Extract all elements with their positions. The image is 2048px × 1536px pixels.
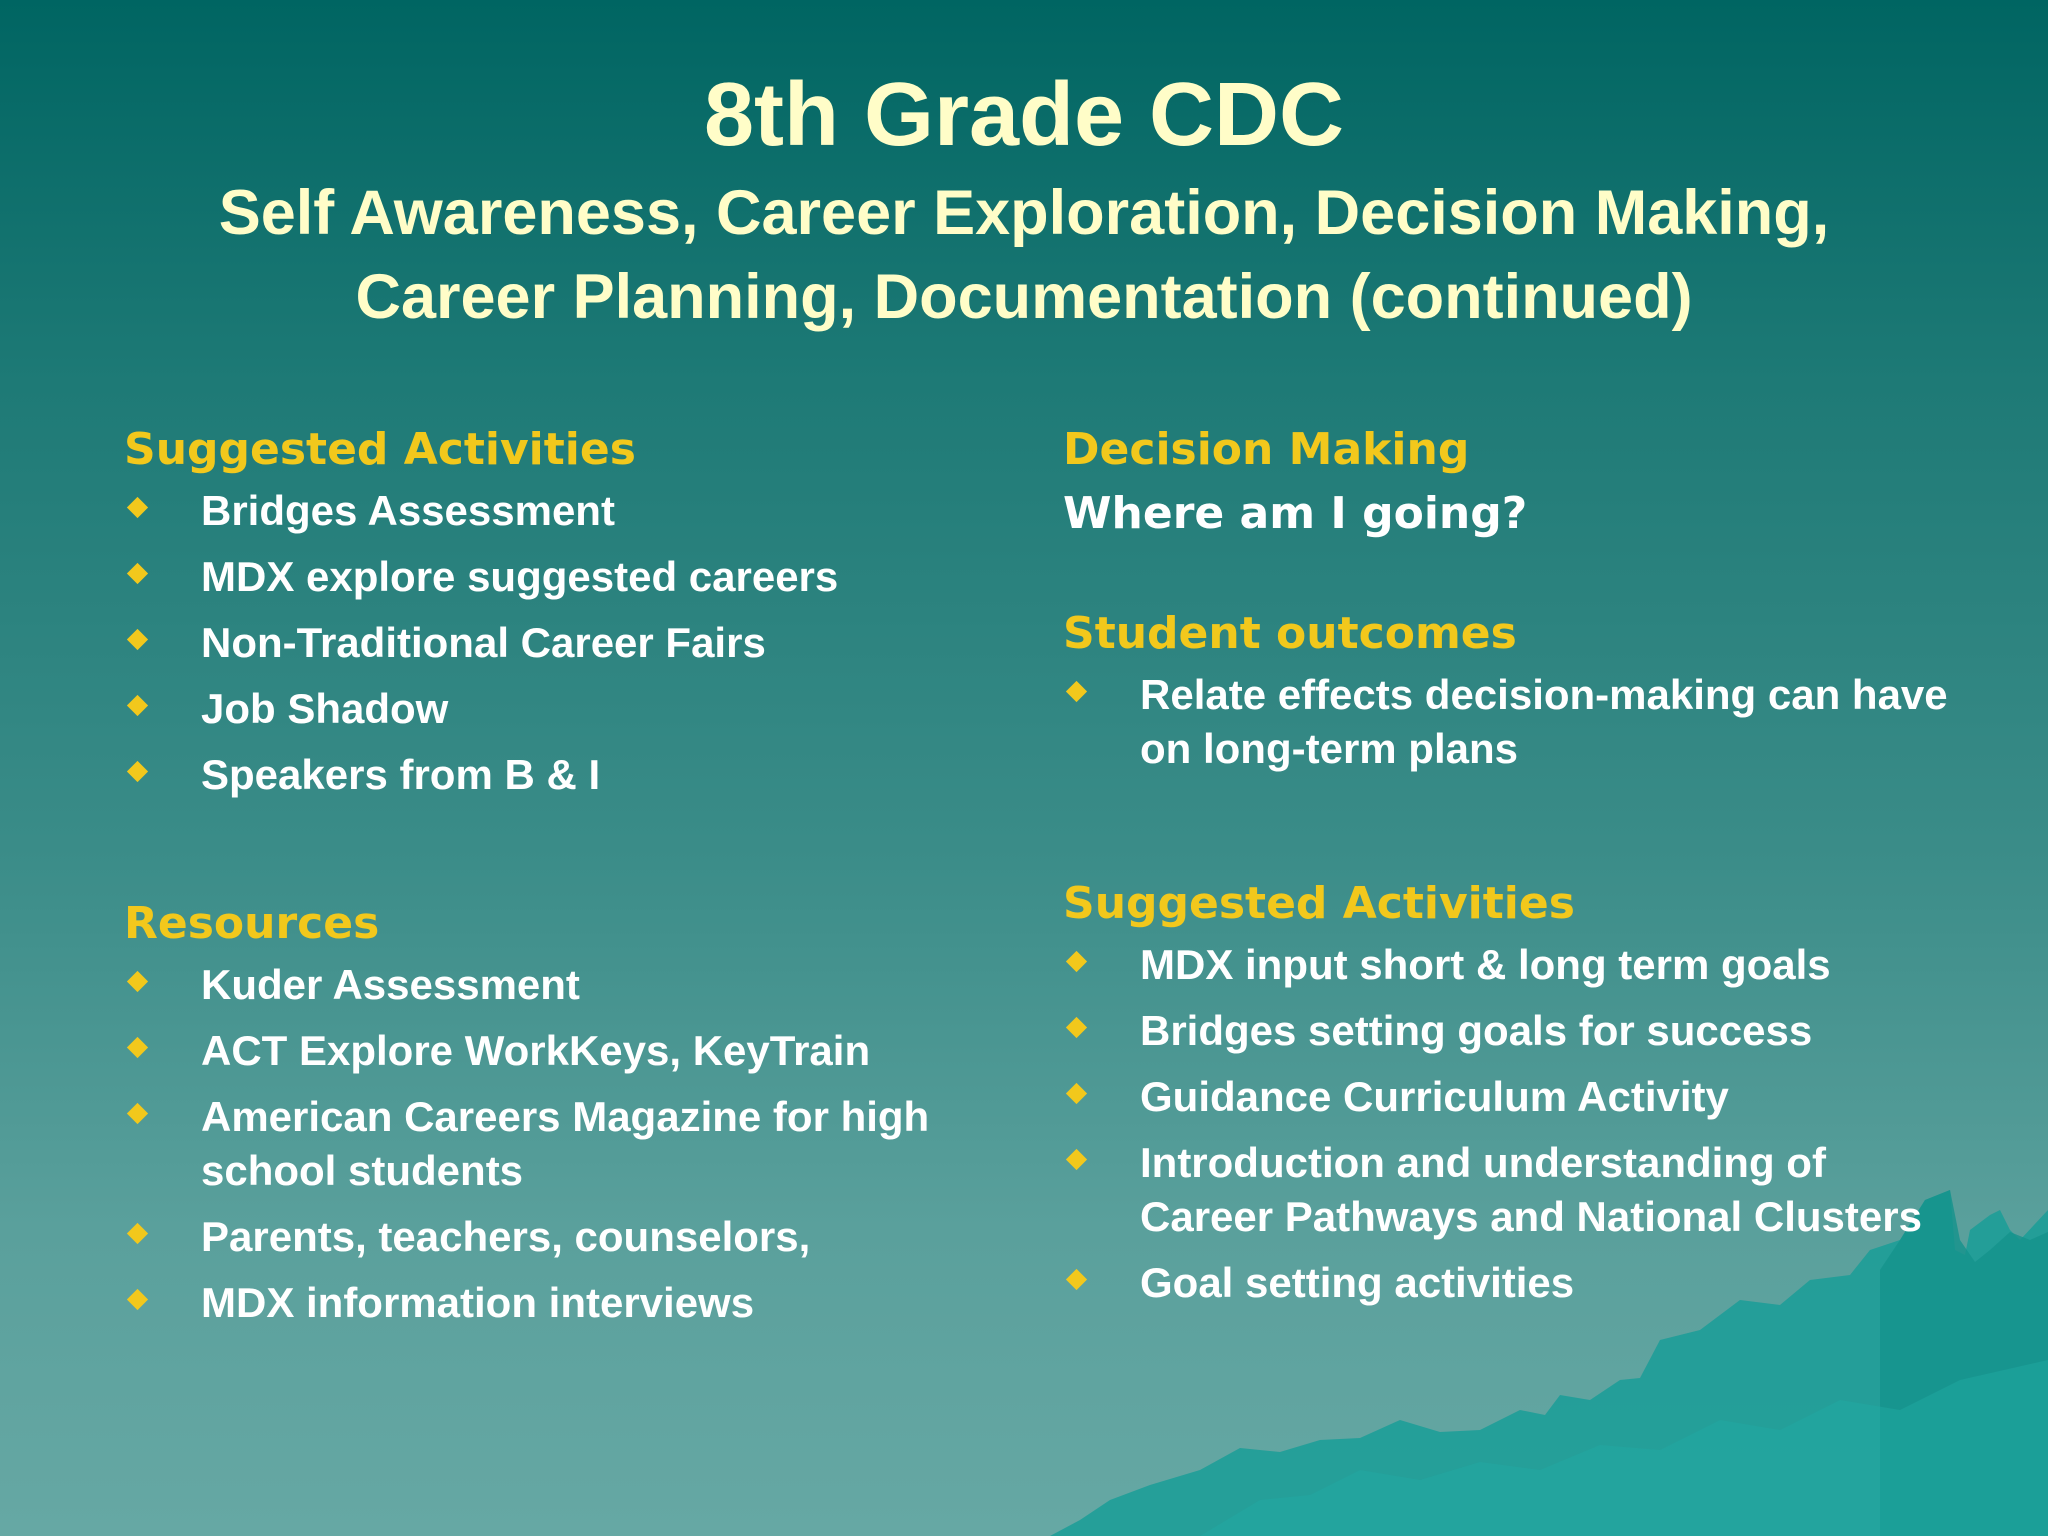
list-item-text: Goal setting activities [1140, 1259, 1575, 1306]
list-item-text: Bridges Assessment [201, 487, 615, 534]
diamond-bullet-icon [127, 971, 148, 992]
list-item-text: MDX input short & long term goals [1140, 941, 1831, 988]
diamond-bullet-icon [1066, 1149, 1087, 1170]
list-item-text: ACT Explore WorkKeys, KeyTrain [201, 1027, 871, 1074]
diamond-bullet-icon [127, 629, 148, 650]
list-item-text: Job Shadow [201, 685, 449, 732]
slide-subtitle-line-2: Career Planning, Documentation (continued) [355, 262, 1693, 332]
list-item [1063, 1070, 1963, 1124]
list-item-text: Bridges setting goals for success [1140, 1007, 1813, 1054]
list-item [1063, 1136, 1963, 1244]
diamond-bullet-icon [127, 497, 148, 518]
diamond-bullet-icon [1066, 1269, 1087, 1290]
diamond-bullet-icon [127, 563, 148, 584]
student-outcomes-heading: Student outcomes [1063, 608, 1517, 659]
slide-subtitle-line-1: Self Awareness, Career Exploration, Decision Making, [218, 178, 1830, 248]
right-column [1063, 422, 1963, 1322]
diamond-bullet-icon [1066, 951, 1087, 972]
list-item [124, 1210, 1004, 1264]
list-item [124, 1090, 1004, 1198]
diamond-bullet-icon [127, 761, 148, 782]
left-column [124, 422, 1004, 1342]
suggested-activities-heading: Suggested Activities [1063, 878, 1575, 929]
slide-title: 8th Grade CDC [703, 65, 1345, 165]
list-item-text: Parents, teachers, counselors, [201, 1213, 811, 1260]
list-item [1063, 1256, 1963, 1310]
resources-heading: Resources [124, 898, 380, 949]
diamond-bullet-icon [1066, 681, 1087, 702]
list-item [124, 1276, 1004, 1330]
list-item-text: Speakers from B & I [201, 751, 601, 798]
decision-question: Where am I going? [1063, 488, 1528, 539]
list-item-text: Guidance Curriculum Activity [1140, 1073, 1729, 1120]
suggested-activities-heading: Suggested Activities [124, 424, 636, 475]
diamond-bullet-icon [127, 1037, 148, 1058]
title-block [0, 60, 2048, 338]
decision-making-heading: Decision Making [1063, 424, 1470, 475]
resources-list [124, 958, 1004, 1330]
list-item [124, 550, 1004, 604]
list-item [1063, 1004, 1963, 1058]
list-item-text: MDX information interviews [201, 1279, 755, 1326]
diamond-bullet-icon [1066, 1017, 1087, 1038]
diamond-bullet-icon [1066, 1083, 1087, 1104]
diamond-bullet-icon [127, 695, 148, 716]
diamond-bullet-icon [127, 1289, 148, 1310]
list-item-text: Introduction and understanding of Career Pathways and National Clusters [1140, 1139, 1922, 1240]
list-item-text: American Careers Magazine for high school students [201, 1093, 930, 1194]
list-item-text: Non-Traditional Career Fairs [201, 619, 766, 666]
diamond-bullet-icon [127, 1223, 148, 1244]
list-item [124, 682, 1004, 736]
list-item [1063, 938, 1963, 992]
suggested-activities-list [124, 484, 1004, 802]
list-item [124, 1024, 1004, 1078]
list-item-text: MDX explore suggested careers [201, 553, 839, 600]
list-item-text: Relate effects decision-making can have on long-term plans [1140, 671, 1948, 772]
list-item-text: Kuder Assessment [201, 961, 580, 1008]
student-outcomes-list [1063, 668, 1963, 776]
suggested-activities-list [1063, 938, 1963, 1310]
list-item [124, 616, 1004, 670]
list-item [124, 958, 1004, 1012]
diamond-bullet-icon [127, 1103, 148, 1124]
list-item [1063, 668, 1963, 776]
list-item [124, 748, 1004, 802]
list-item [124, 484, 1004, 538]
